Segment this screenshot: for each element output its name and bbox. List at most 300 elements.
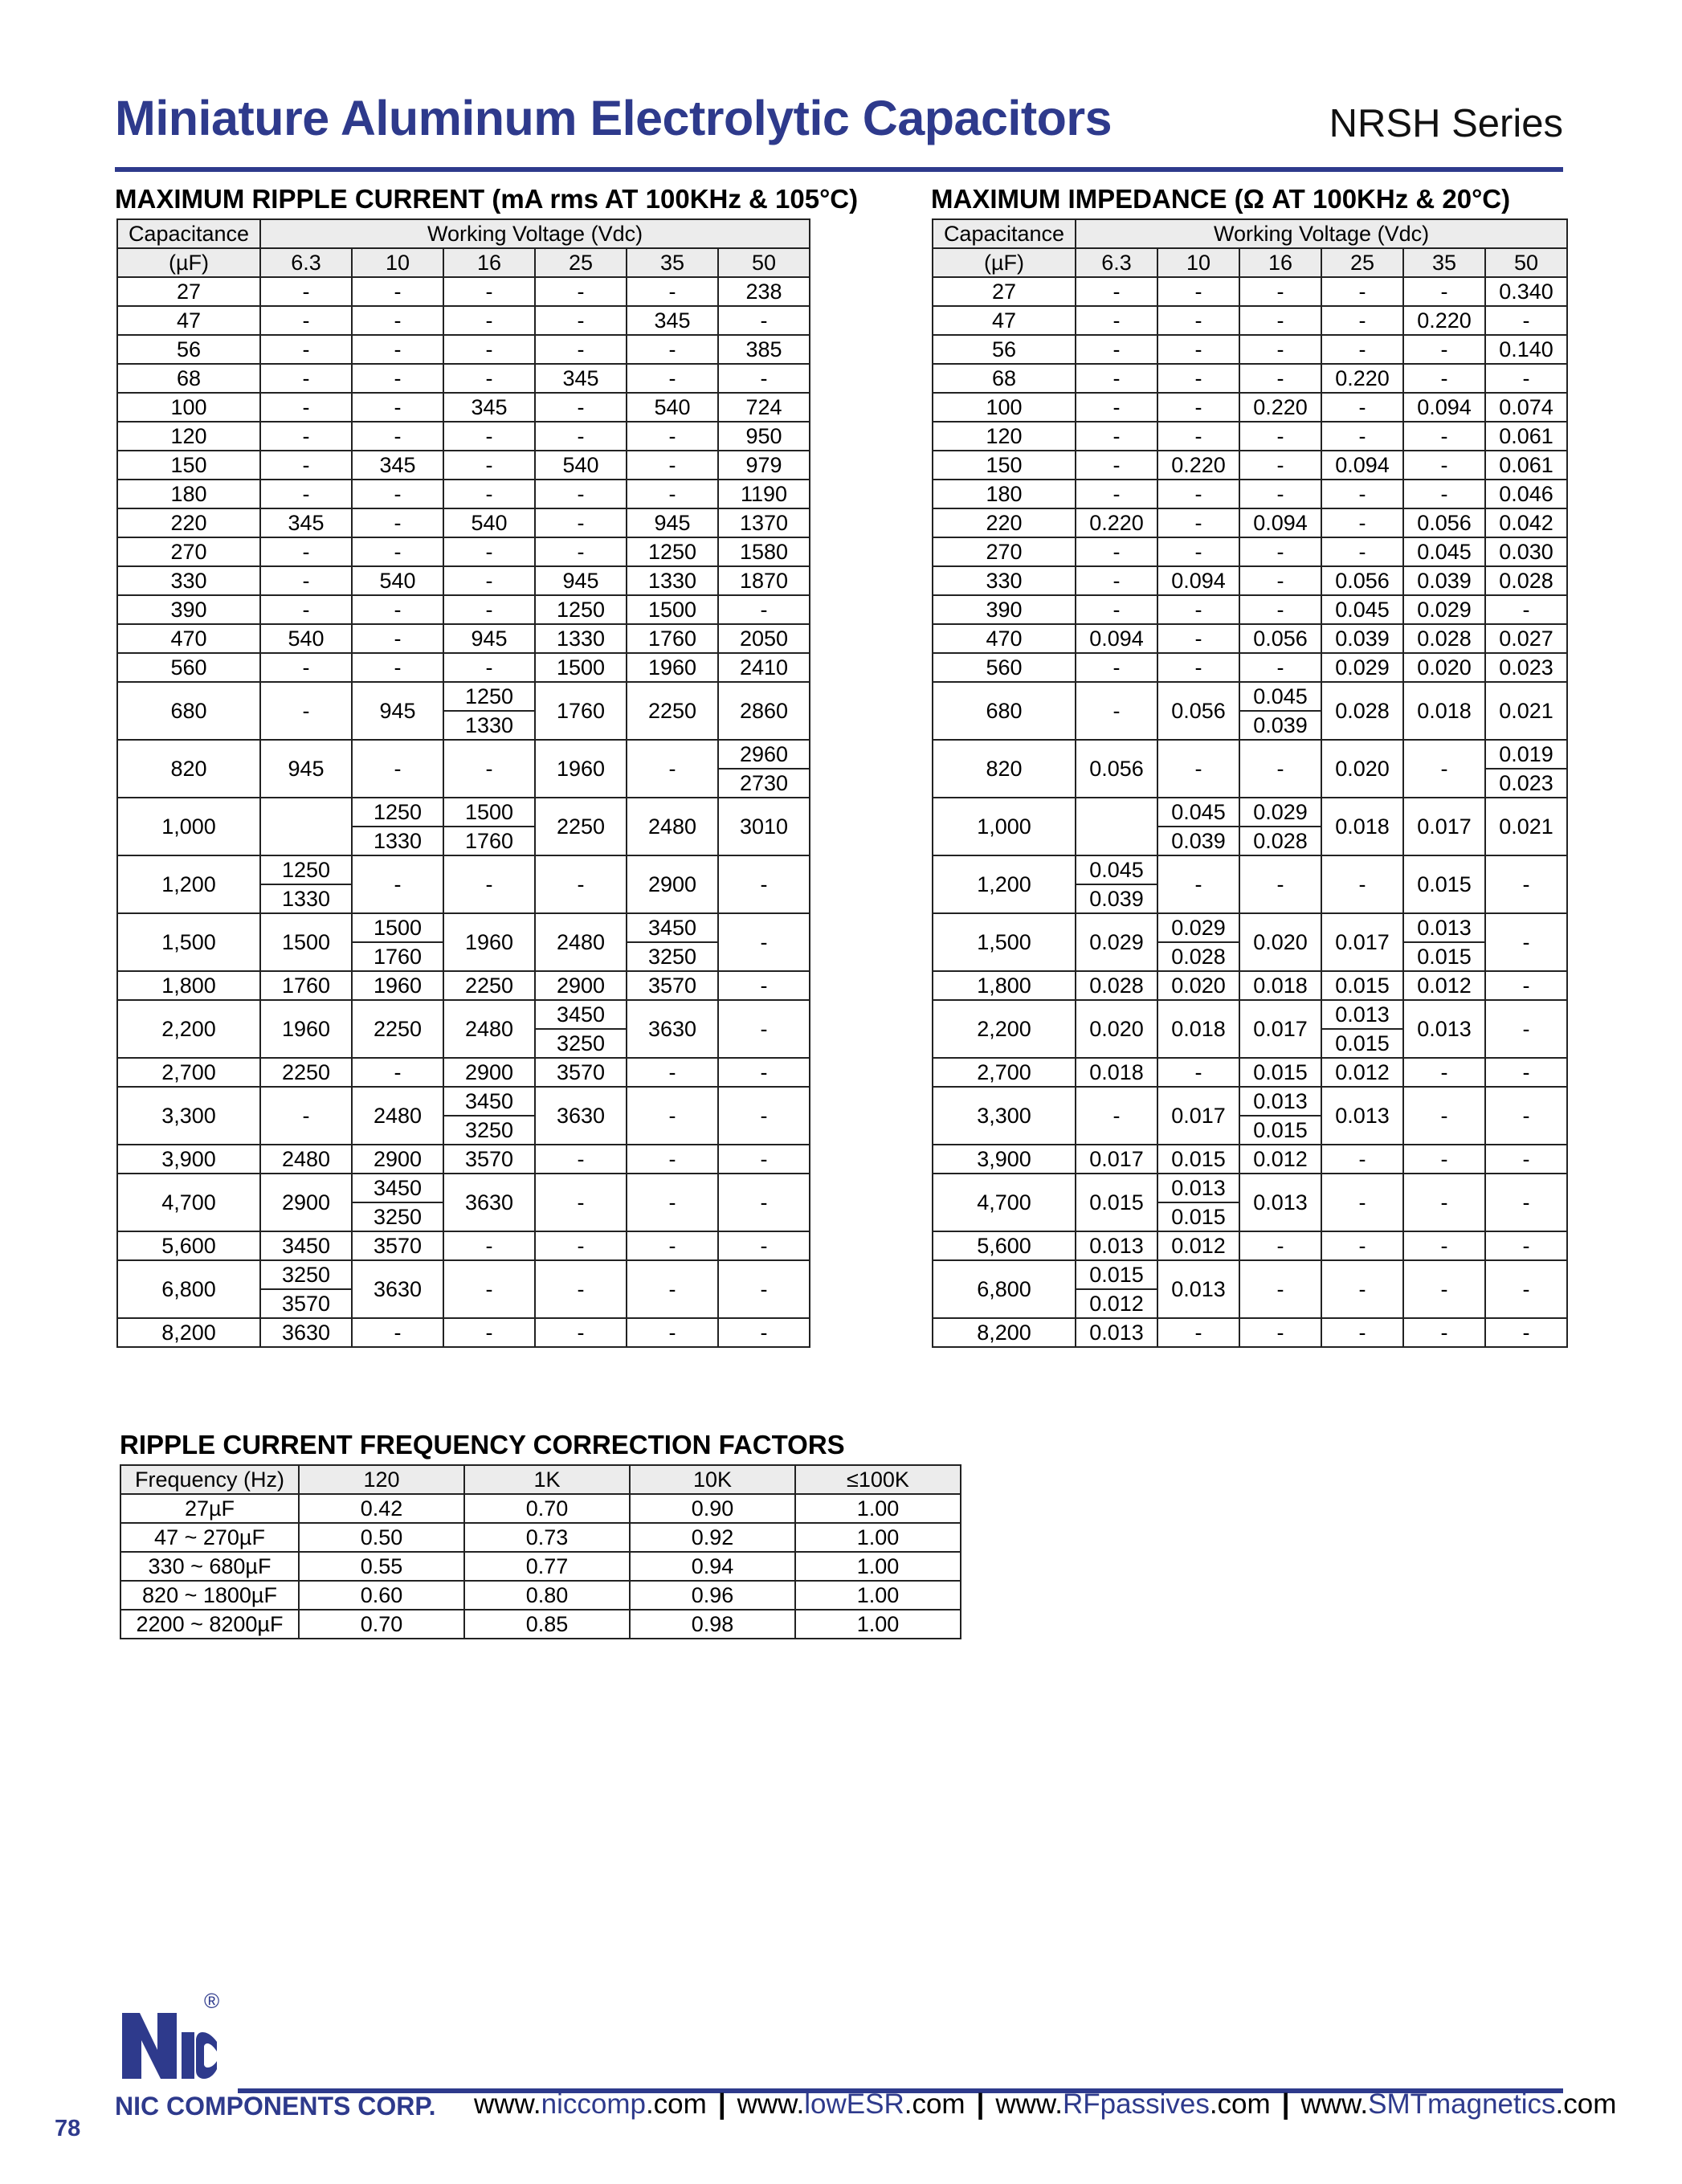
value-cell: - [718,1087,810,1145]
capacitance-cell: 1,500 [933,913,1076,971]
value-cell: 1250 [535,595,627,624]
value-cell: 0.020 [1239,913,1321,971]
value-cell: 345 [352,451,443,480]
value-cell: 0.045 [1157,798,1239,827]
value-cell [1076,798,1157,855]
value-cell: - [352,364,443,393]
value-cell: - [260,451,352,480]
value-cell: 0.013 [1239,1087,1321,1116]
value-cell: 3450 [352,1174,443,1202]
value-cell: - [718,306,810,335]
value-cell: 1330 [260,884,352,913]
value-cell: 0.028 [1485,566,1567,595]
company-name: NIC COMPONENTS CORP. [115,2092,436,2121]
value-cell: 3570 [535,1058,627,1087]
value-cell: - [1485,1260,1567,1318]
value-cell: 2900 [352,1145,443,1174]
value-cell: - [1157,1058,1239,1087]
website-link[interactable] [1300,2088,1616,2120]
value-cell: 3450 [627,913,718,942]
value-cell: 1960 [627,653,718,682]
value-cell: 1250 [352,798,443,827]
link-prefix: www. [474,2088,541,2120]
link-domain: RFpassives [1063,2088,1210,2120]
table-row [933,364,1567,393]
factor-cell: 0.70 [464,1494,630,1523]
frequency-value-header: 10K [630,1465,795,1494]
value-cell: 0.020 [1321,740,1403,798]
value-cell: 945 [627,508,718,537]
table-row [117,1231,810,1260]
value-cell: 238 [718,277,810,306]
value-cell: 3630 [535,1087,627,1145]
value-cell: - [627,451,718,480]
value-cell: - [443,740,535,798]
value-cell: - [627,422,718,451]
value-cell: 0.039 [1403,566,1485,595]
value-cell: - [718,1174,810,1231]
value-cell: 0.220 [1157,451,1239,480]
capacitance-cell: 56 [117,335,260,364]
value-cell: - [1157,364,1239,393]
registered-mark: ® [204,1989,220,2013]
capacitance-cell: 330 [933,566,1076,595]
capacitance-range-cell: 27µF [120,1494,299,1523]
impedance-title: MAXIMUM IMPEDANCE (Ω AT 100KHz & 20°C) [931,184,1511,214]
value-cell: 3630 [352,1260,443,1318]
capacitance-cell: 330 [117,566,260,595]
value-cell: - [443,451,535,480]
value-cell: 0.029 [1157,913,1239,942]
value-cell: - [1321,393,1403,422]
series-label: NRSH Series [1329,102,1563,145]
value-cell: 0.012 [1403,971,1485,1000]
ripple-current-title: MAXIMUM RIPPLE CURRENT (mA rms AT 100KHz & 105°C) [115,184,859,214]
value-cell: 2730 [718,769,810,798]
capacitance-cell: 3,300 [933,1087,1076,1145]
value-cell: - [352,508,443,537]
value-cell: 345 [535,364,627,393]
frequency-value-header: 1K [464,1465,630,1494]
capacitance-cell: 560 [933,653,1076,682]
working-voltage-header: Working Voltage (Vdc) [260,219,810,248]
capacitance-cell: 1,800 [933,971,1076,1000]
value-cell: - [1157,653,1239,682]
value-cell: 0.013 [1157,1174,1239,1202]
value-cell: - [443,335,535,364]
value-cell: 1250 [443,682,535,711]
capacitance-unit-header: (µF) [933,248,1076,277]
value-cell: - [260,480,352,508]
value-cell: 2900 [535,971,627,1000]
factor-cell: 0.90 [630,1494,795,1523]
header-row [120,1465,961,1494]
capacitance-cell: 47 [933,306,1076,335]
value-cell: 1760 [443,827,535,855]
value-cell: 1330 [535,624,627,653]
value-cell: - [443,1318,535,1347]
value-cell: - [535,1174,627,1231]
value-cell: 2480 [443,1000,535,1058]
table-row [933,451,1567,480]
value-cell: - [627,740,718,798]
value-cell: - [1321,1174,1403,1231]
value-cell: 2250 [535,798,627,855]
value-cell: - [718,1058,810,1087]
value-cell: - [260,393,352,422]
value-cell: - [1321,537,1403,566]
value-cell: - [718,1000,810,1058]
value-cell: 3450 [535,1000,627,1029]
value-cell: 0.061 [1485,422,1567,451]
value-cell: 540 [352,566,443,595]
value-cell: 0.018 [1157,1000,1239,1058]
value-cell: 3630 [260,1318,352,1347]
capacitance-cell: 1,200 [933,855,1076,913]
capacitance-cell: 1,200 [117,855,260,913]
capacitance-cell: 470 [933,624,1076,653]
value-cell: 1330 [627,566,718,595]
website-link[interactable] [737,2088,966,2120]
value-cell: 0.015 [1239,1116,1321,1145]
header-row [117,219,810,248]
value-cell: 0.012 [1157,1231,1239,1260]
capacitance-cell: 2,200 [933,1000,1076,1058]
value-cell: - [352,422,443,451]
value-cell: 0.023 [1485,769,1567,798]
value-cell: - [1321,422,1403,451]
link-separator: | [717,2088,726,2120]
value-cell: 0.046 [1485,480,1567,508]
value-cell: 0.056 [1076,740,1157,798]
value-cell: - [352,537,443,566]
value-cell: - [1239,566,1321,595]
table-row [933,682,1567,711]
value-cell: 0.021 [1485,682,1567,740]
value-cell: - [1485,1231,1567,1260]
table-row [933,971,1567,1000]
value-cell: 2250 [260,1058,352,1087]
value-cell: - [1321,508,1403,537]
value-cell: 0.094 [1403,393,1485,422]
value-cell: 945 [535,566,627,595]
value-cell: 724 [718,393,810,422]
value-cell: - [1157,740,1239,798]
value-cell: 1500 [627,595,718,624]
value-cell: - [260,306,352,335]
link-suffix: .com [1209,2088,1271,2120]
table-row [933,1000,1567,1029]
value-cell: - [718,1260,810,1318]
capacitance-cell: 4,700 [117,1174,260,1231]
value-cell: - [260,682,352,740]
value-cell: 1960 [535,740,627,798]
voltage-header: 50 [718,248,810,277]
value-cell: - [443,537,535,566]
header-row [933,248,1567,277]
value-cell: - [443,855,535,913]
value-cell: - [627,277,718,306]
table-row [933,1145,1567,1174]
factor-cell: 0.70 [299,1610,464,1639]
table-row [117,422,810,451]
table-row [120,1523,961,1552]
table-row [117,364,810,393]
value-cell: - [535,306,627,335]
table-row [117,624,810,653]
value-cell: - [1403,480,1485,508]
value-cell: - [1403,422,1485,451]
value-cell: - [443,480,535,508]
value-cell: - [1403,277,1485,306]
capacitance-cell: 820 [933,740,1076,798]
link-domain: SMTmagnetics [1368,2088,1556,2120]
value-cell: - [443,566,535,595]
value-cell: 1330 [443,711,535,740]
value-cell: 1760 [535,682,627,740]
value-cell: 1500 [443,798,535,827]
capacitance-cell: 8,200 [117,1318,260,1347]
value-cell: 0.023 [1485,653,1567,682]
value-cell: - [1485,1318,1567,1347]
table-row [120,1610,961,1639]
impedance-table [932,218,1568,1348]
value-cell: - [535,1145,627,1174]
capacitance-cell: 5,600 [117,1231,260,1260]
table-row [117,1058,810,1087]
capacitance-cell: 68 [933,364,1076,393]
value-cell: - [443,422,535,451]
value-cell: - [443,306,535,335]
value-cell: 0.015 [1403,942,1485,971]
value-cell: 0.094 [1321,451,1403,480]
capacitance-cell: 820 [117,740,260,798]
value-cell: 3250 [260,1260,352,1289]
value-cell: - [1076,682,1157,740]
factor-cell: 0.60 [299,1581,464,1610]
value-cell: - [1485,1174,1567,1231]
table-row [117,740,810,769]
value-cell: - [535,393,627,422]
link-prefix: www. [1300,2088,1369,2120]
value-cell: 1960 [443,913,535,971]
value-cell: - [1403,451,1485,480]
value-cell: 0.017 [1403,798,1485,855]
value-cell: 945 [352,682,443,740]
value-cell: - [718,595,810,624]
value-cell: 1190 [718,480,810,508]
website-link[interactable] [474,2088,707,2120]
capacitance-cell: 3,900 [933,1145,1076,1174]
capacitance-header: Capacitance [933,219,1076,248]
value-cell: 0.012 [1321,1058,1403,1087]
table-row [117,566,810,595]
value-cell: 0.340 [1485,277,1567,306]
value-cell: 1960 [352,971,443,1000]
value-cell: 0.015 [1239,1058,1321,1087]
capacitance-cell: 100 [933,393,1076,422]
value-cell: 1760 [352,942,443,971]
capacitance-range-cell: 2200 ~ 8200µF [120,1610,299,1639]
capacitance-cell: 27 [117,277,260,306]
value-cell: 3570 [443,1145,535,1174]
table-row [117,1000,810,1029]
factor-cell: 1.00 [795,1494,961,1523]
value-cell: - [1321,306,1403,335]
value-cell: - [627,1145,718,1174]
footer-links [474,2088,1616,2121]
value-cell: 3250 [352,1202,443,1231]
value-cell: - [1321,1318,1403,1347]
voltage-header: 10 [352,248,443,277]
value-cell: - [1403,1058,1485,1087]
value-cell: 1370 [718,508,810,537]
capacitance-range-cell: 820 ~ 1800µF [120,1581,299,1610]
value-cell: - [1321,855,1403,913]
value-cell: - [718,913,810,971]
link-separator: | [976,2088,985,2120]
capacitance-cell: 680 [933,682,1076,740]
table-row [117,393,810,422]
value-cell: 945 [443,624,535,653]
value-cell: 0.220 [1321,364,1403,393]
value-cell: 0.015 [1157,1145,1239,1174]
value-cell: - [535,1231,627,1260]
capacitance-cell: 470 [117,624,260,653]
website-link[interactable] [995,2088,1270,2120]
value-cell: 0.028 [1076,971,1157,1000]
value-cell: - [1076,306,1157,335]
value-cell: - [1403,740,1485,798]
value-cell: - [1076,335,1157,364]
value-cell: - [352,306,443,335]
capacitance-cell: 27 [933,277,1076,306]
table-row [933,913,1567,942]
value-cell: 540 [535,451,627,480]
value-cell: 2480 [627,798,718,855]
factor-cell: 0.92 [630,1523,795,1552]
frequency-header: Frequency (Hz) [120,1465,299,1494]
value-cell: 0.056 [1239,624,1321,653]
capacitance-cell: 180 [117,480,260,508]
table-row [933,595,1567,624]
table-row [117,798,810,827]
value-cell: - [1239,422,1321,451]
value-cell: - [718,1318,810,1347]
value-cell: 1500 [260,913,352,971]
value-cell: 540 [443,508,535,537]
voltage-header: 16 [1239,248,1321,277]
factor-cell: 0.50 [299,1523,464,1552]
value-cell: - [352,653,443,682]
capacitance-cell: 1,000 [933,798,1076,855]
factor-cell: 0.96 [630,1581,795,1610]
value-cell: 0.094 [1157,566,1239,595]
table-row [933,855,1567,884]
value-cell: - [1157,1318,1239,1347]
link-suffix: .com [1555,2088,1617,2120]
table-row [933,1318,1567,1347]
value-cell: 0.013 [1076,1318,1157,1347]
table-row [933,480,1567,508]
table-row [117,306,810,335]
value-cell: - [1239,653,1321,682]
table-row [117,653,810,682]
value-cell: 0.029 [1239,798,1321,827]
value-cell: 0.013 [1321,1087,1403,1145]
value-cell: 0.015 [1076,1260,1157,1289]
value-cell: 1760 [627,624,718,653]
value-cell: - [1076,537,1157,566]
value-cell: 0.018 [1321,798,1403,855]
value-cell: 0.030 [1485,537,1567,566]
table-row [933,537,1567,566]
value-cell: 345 [260,508,352,537]
value-cell: - [352,1058,443,1087]
value-cell: - [627,1318,718,1347]
value-cell: 0.045 [1239,682,1321,711]
value-cell: - [627,480,718,508]
value-cell: - [443,1260,535,1318]
value-cell: - [260,537,352,566]
value-cell: 0.013 [1403,913,1485,942]
value-cell: - [1239,855,1321,913]
capacitance-cell: 1,500 [117,913,260,971]
value-cell: - [627,1231,718,1260]
value-cell: 2860 [718,682,810,740]
value-cell: - [352,624,443,653]
capacitance-cell: 180 [933,480,1076,508]
factor-cell: 0.55 [299,1552,464,1581]
value-cell: 540 [627,393,718,422]
value-cell: - [627,335,718,364]
value-cell: 0.039 [1321,624,1403,653]
value-cell: - [1076,480,1157,508]
value-cell: 0.039 [1076,884,1157,913]
value-cell: - [1076,364,1157,393]
table-row [117,451,810,480]
value-cell: - [1485,306,1567,335]
value-cell: 0.029 [1076,913,1157,971]
table-row [117,855,810,884]
value-cell: 0.061 [1485,451,1567,480]
value-cell: 0.039 [1157,827,1239,855]
value-cell: 2410 [718,653,810,682]
table-row [933,1260,1567,1289]
header-row [117,248,810,277]
value-cell: 345 [627,306,718,335]
voltage-header: 10 [1157,248,1239,277]
value-cell: 0.013 [1321,1000,1403,1029]
table-row [933,1231,1567,1260]
value-cell: - [1239,595,1321,624]
value-cell: - [718,855,810,913]
table-row [117,682,810,711]
value-cell: - [1403,1145,1485,1174]
value-cell: - [718,364,810,393]
capacitance-cell: 1,800 [117,971,260,1000]
value-cell: 950 [718,422,810,451]
value-cell: - [1321,335,1403,364]
value-cell: - [1485,913,1567,971]
value-cell: 979 [718,451,810,480]
capacitance-unit-header: (µF) [117,248,260,277]
capacitance-range-cell: 47 ~ 270µF [120,1523,299,1552]
value-cell: 0.013 [1403,1000,1485,1058]
value-cell: 2900 [260,1174,352,1231]
table-row [933,566,1567,595]
factor-cell: 0.77 [464,1552,630,1581]
